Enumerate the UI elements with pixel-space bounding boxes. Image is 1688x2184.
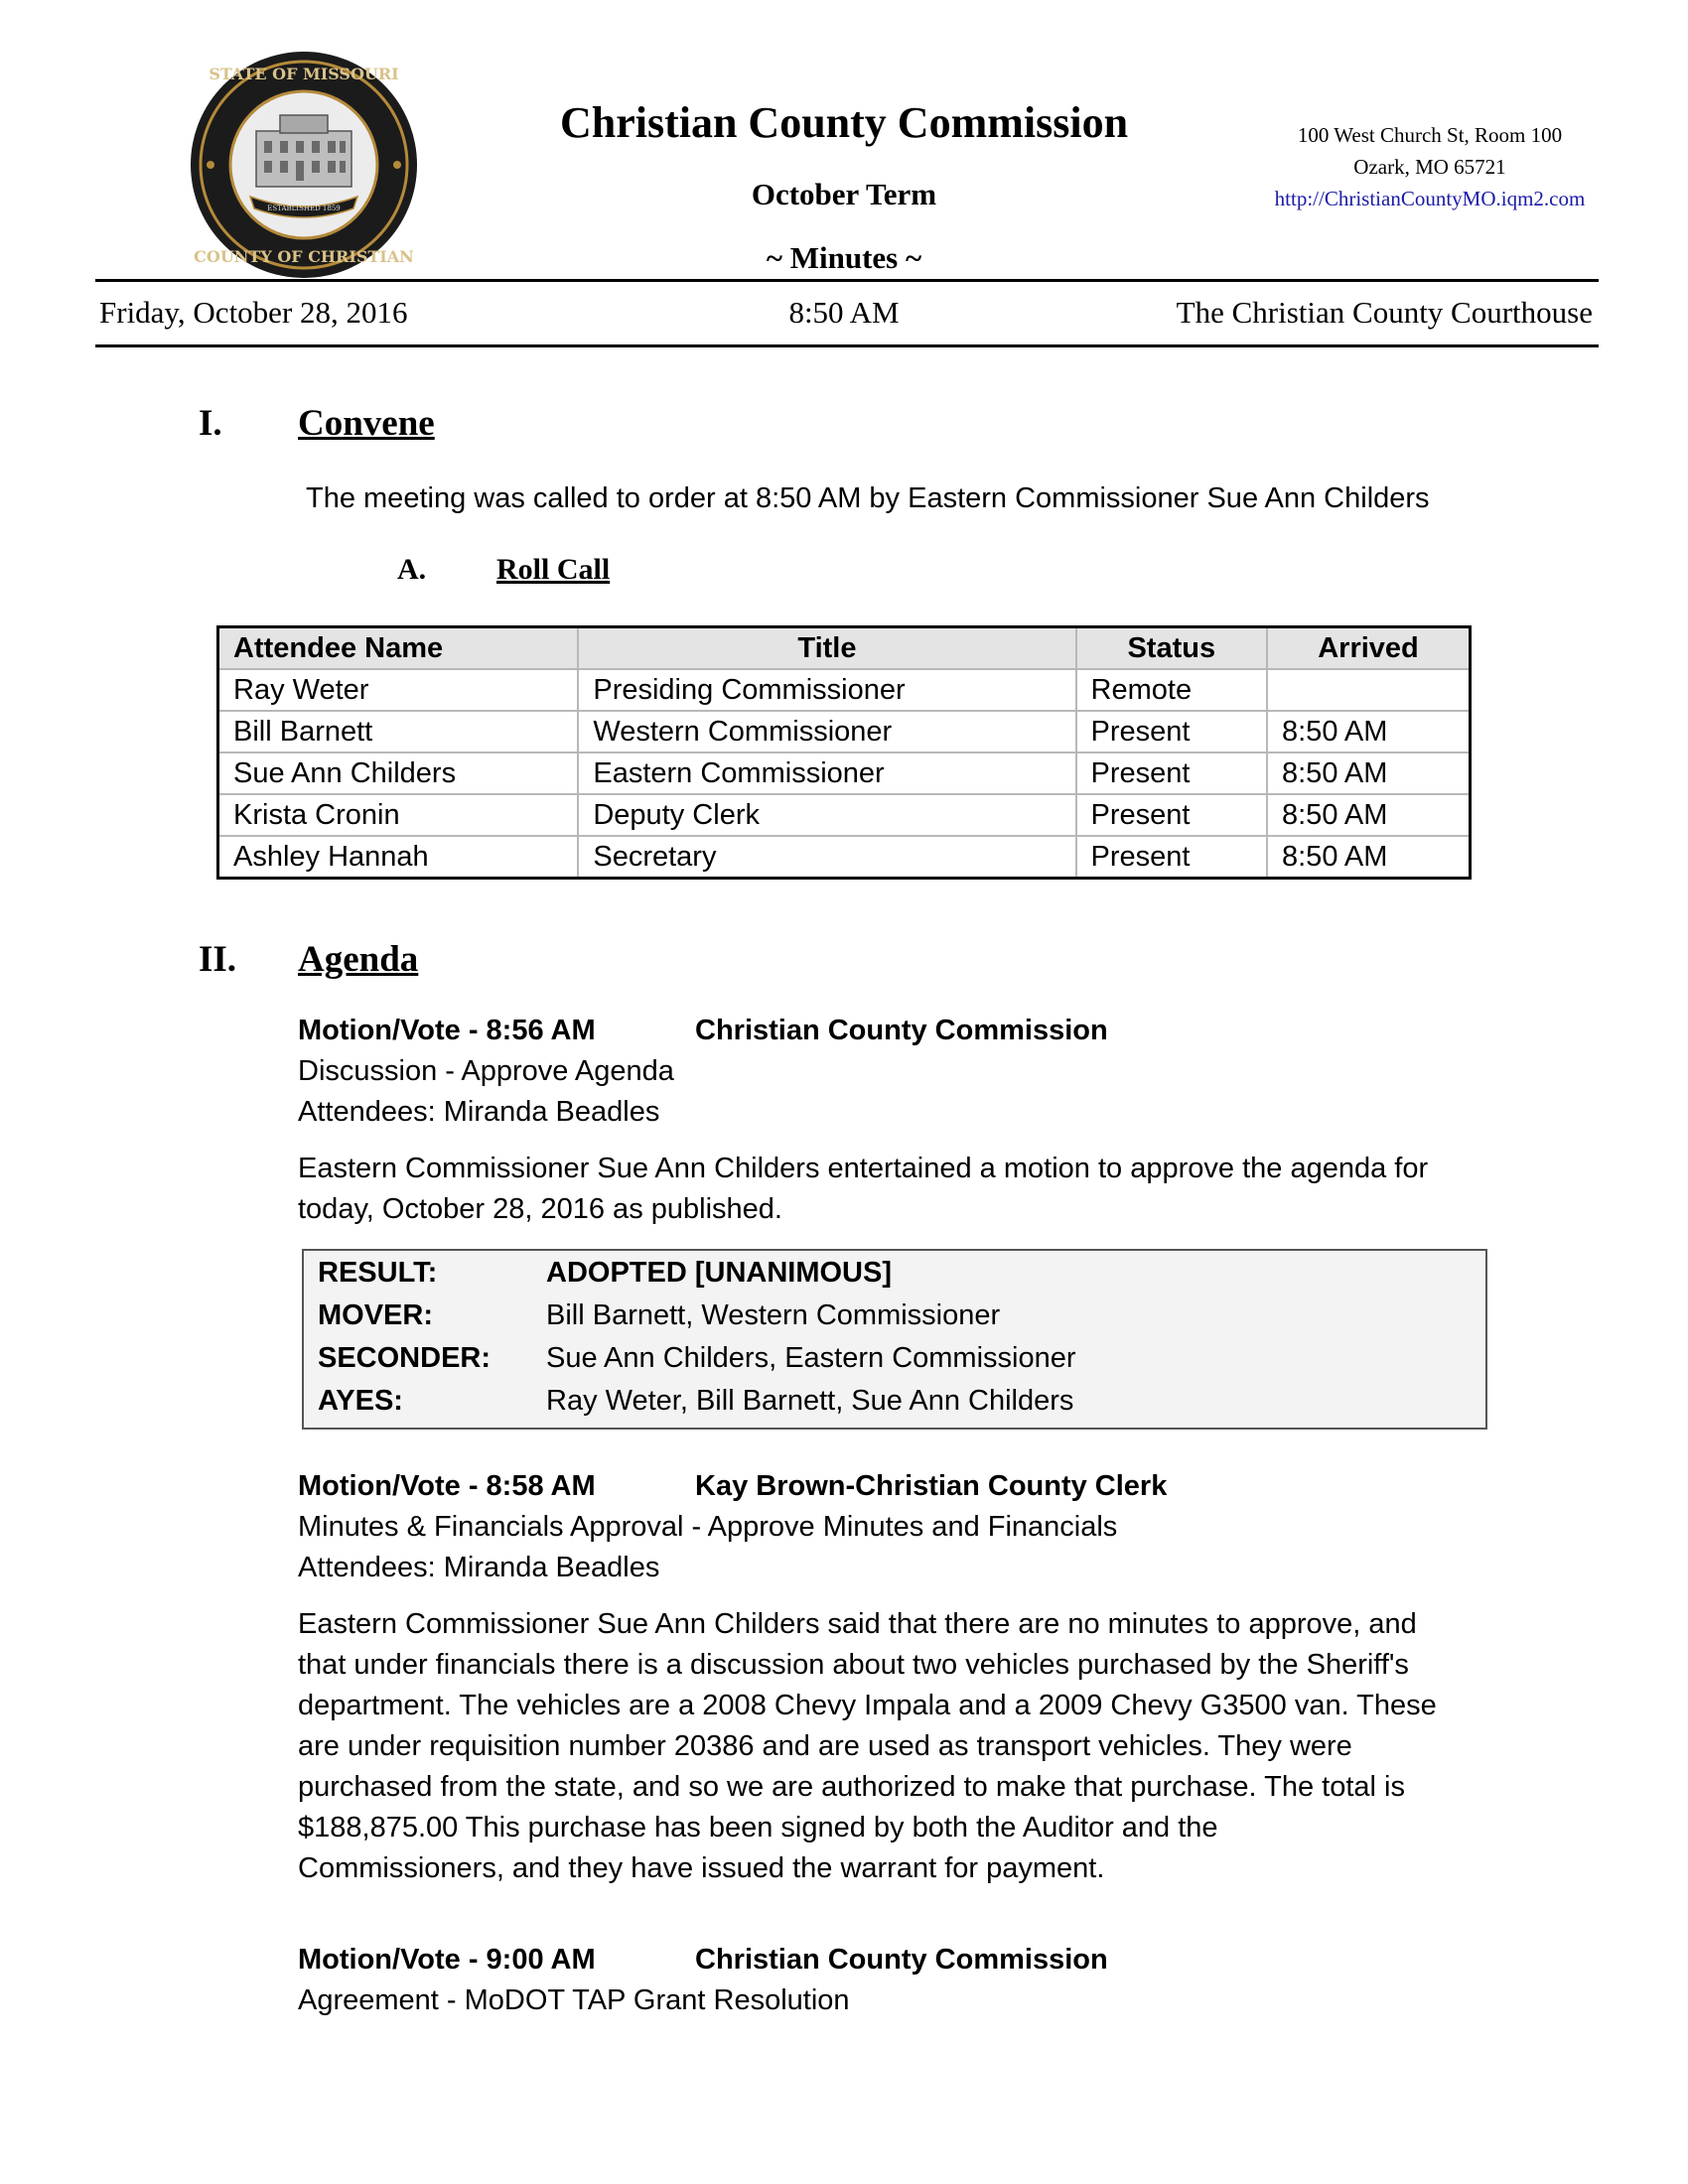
subsection-a-number: A. [397,553,427,586]
motion-1-attendees: Attendees: Miranda Beadles [298,1096,660,1128]
section-1-number: I. [199,403,222,444]
result-value: ADOPTED [UNANIMOUS] [546,1257,892,1289]
column-header: Title [578,627,1075,670]
attendee-title: Deputy Clerk [578,794,1075,836]
column-header: Attendee Name [218,627,579,670]
header-rule-bottom [95,344,1599,347]
attendee-title: Eastern Commissioner [578,752,1075,794]
subsection-a-title: Roll Call [496,553,611,586]
address-block [1221,119,1638,214]
minutes-label: ~ Minutes ~ [766,240,922,275]
motion-2-header [298,1466,1499,1588]
table-header-row [218,627,1471,670]
seal-text-bottom: COUNTY OF CHRISTIAN [194,247,414,266]
attendee-status: Present [1076,711,1267,752]
motion-2-attendees: Attendees: Miranda Beadles [298,1552,660,1583]
table-row [218,669,1471,711]
motion-3-header [298,1940,1499,2021]
attendee-title: Western Commissioner [578,711,1075,752]
motion-1-paragraph [298,1149,1499,1230]
paragraph-line: Commissioners, and they have issued the warrant for payment. [298,1852,1105,1884]
motion-2-owner: Kay Brown-Christian County Clerk [695,1470,1168,1502]
attendee-name: Bill Barnett [218,711,579,752]
motion-3-owner: Christian County Commission [695,1944,1108,1976]
attendee-arrived: 8:50 AM [1267,794,1471,836]
attendee-title: Presiding Commissioner [578,669,1075,711]
attendee-title: Secretary [578,836,1075,879]
svg-text:ESTABLISHED 1859: ESTABLISHED 1859 [267,205,341,212]
motion-3-item: Agreement - MoDOT TAP Grant Resolution [298,1984,850,2016]
ayes-value: Ray Weter, Bill Barnett, Sue Ann Childers [546,1385,1074,1417]
website-link[interactable]: http://ChristianCountyMO.iqm2.com [1274,187,1586,210]
organization-title: Christian County Commission [559,98,1129,147]
attendee-name: Krista Cronin [218,794,579,836]
address-line-1: 100 West Church St, Room 100 [1297,123,1563,147]
attendee-status: Present [1076,794,1267,836]
attendee-name: Ray Weter [218,669,579,711]
section-2-title: Agenda [298,939,419,980]
motion-2-time: Motion/Vote - 8:58 AM [298,1470,596,1502]
table-row [218,711,1471,752]
table-row [218,794,1471,836]
convene-text: The meeting was called to order at 8:50 AM by Eastern Commissioner Sue Ann Childers [306,482,1430,514]
attendee-status: Present [1076,836,1267,879]
paragraph-line: today, October 28, 2016 as published. [298,1193,782,1225]
attendee-arrived: 8:50 AM [1267,711,1471,752]
motion-1-owner: Christian County Commission [695,1015,1108,1046]
motion-1-result-box [302,1249,1487,1430]
seconder-label: SECONDER: [318,1342,492,1374]
result-label: RESULT: [318,1257,438,1289]
motion-1-time: Motion/Vote - 8:56 AM [298,1015,596,1046]
paragraph-line: purchased from the state, and so we are authorized to make that purchase. The total is [298,1771,1405,1803]
paragraph-line: are under requisition number 20386 and are used as transport vehicles. They were [298,1730,1352,1762]
paragraph-line: Eastern Commissioner Sue Ann Childers entertained a motion to approve the agenda for [298,1153,1429,1184]
paragraph-line: $188,875.00 This purchase has been signed by both the Auditor and the [298,1812,1218,1843]
attendee-name: Sue Ann Childers [218,752,579,794]
mover-label: MOVER: [318,1299,433,1331]
mover-value: Bill Barnett, Western Commissioner [546,1299,1001,1331]
motion-1-header [298,1011,1499,1133]
meeting-location: The Christian County Courthouse [1176,295,1593,330]
address-line-2: Ozark, MO 65721 [1353,155,1506,179]
section-1-title: Convene [298,403,435,444]
column-header: Arrived [1267,627,1471,670]
attendee-status: Remote [1076,669,1267,711]
meeting-time: 8:50 AM [788,295,900,330]
table-row [218,836,1471,879]
county-seal-logo [189,50,419,280]
seal-text-top: STATE OF MISSOURI [209,65,399,83]
attendee-status: Present [1076,752,1267,794]
seconder-value: Sue Ann Childers, Eastern Commissioner [546,1342,1076,1374]
motion-1-item: Discussion - Approve Agenda [298,1055,674,1087]
header-rule-top [95,279,1599,282]
attendee-arrived [1267,669,1471,711]
paragraph-line: that under financials there is a discussion about two vehicles purchased by the Sheriff's [298,1649,1409,1681]
motion-2-paragraph [298,1604,1499,1889]
term-label: October Term [751,177,937,211]
column-header: Status [1076,627,1267,670]
table-row [218,752,1471,794]
meeting-date: Friday, October 28, 2016 [99,295,408,330]
paragraph-line: department. The vehicles are a 2008 Chevy Impala and a 2009 Chevy G3500 van. These [298,1690,1437,1721]
attendee-arrived: 8:50 AM [1267,752,1471,794]
motion-2-item: Minutes & Financials Approval - Approve Minutes and Financials [298,1511,1118,1543]
motion-3-time: Motion/Vote - 9:00 AM [298,1944,596,1976]
paragraph-line: Eastern Commissioner Sue Ann Childers said that there are no minutes to approve, and [298,1608,1417,1640]
roll-call-table [216,625,1472,880]
attendee-arrived: 8:50 AM [1267,836,1471,879]
section-2-number: II. [199,939,237,980]
attendee-name: Ashley Hannah [218,836,579,879]
ayes-label: AYES: [318,1385,403,1417]
